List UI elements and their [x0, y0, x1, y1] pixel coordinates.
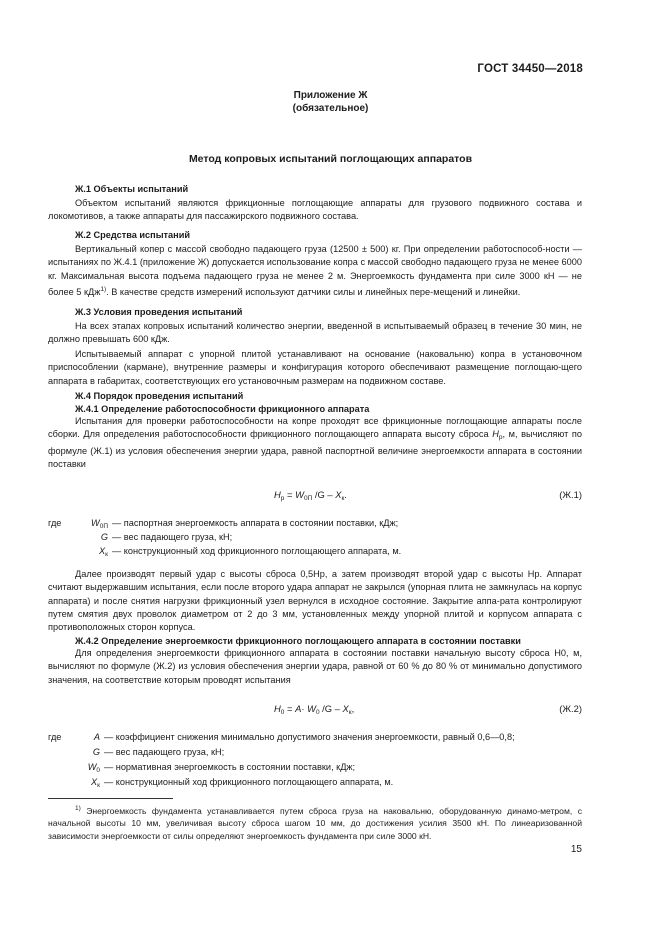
page-number: 15	[570, 844, 582, 855]
legend-symbol-letter: X	[99, 546, 106, 556]
legend-where-label: где	[48, 732, 62, 742]
subsection-4-2-paragraph-1: Для определения энергоемкости фрикционного аппарата в состоянии поставки начальную высоту сброса H0, м, вычисляют по формуле (Ж.2) из условия обеспечения энергии удара, равной от 60 % до 80 % от минимально допустимого значения, на соответствие которым проводят испытания	[48, 648, 582, 685]
standard-number: ГОСТ 34450—2018	[477, 63, 583, 75]
symbol-h-subscript: р	[498, 434, 503, 442]
formula-zh1-legend	[48, 517, 588, 562]
subsection-4-1-text-b: , м, вычисляют по формуле (Ж.1) из условия обеспечения энергии удара, равной паспортной величине энергоемкости аппарата в состоянии поставки	[48, 429, 582, 469]
legend-where-label: где	[48, 518, 62, 528]
subsection-heading-4-2: Ж.4.2 Определение энергоемкости фрикционного поглощающего аппарата в состоянии поставки	[75, 636, 521, 646]
formula-zh2-x-sub: к	[348, 709, 352, 716]
legend-symbol-letter: W	[91, 518, 100, 528]
formula-zh2-w-sub: 0	[315, 709, 320, 716]
formula-zh1-x-sub: к	[341, 495, 345, 502]
footnote-mark: 1)	[75, 805, 81, 812]
footnote-text: Энергоемкость фундамента устанавливается путем сброса груза на наковальню, оборудованную динамо-метром, с начальной высоты 10 мм, увеличивая высоту сброса шагом 10 мм, до достижения усилия 3500 кН. По линеаризованной зависимости энергоемкости от силы определяют энергоемкость фундамента при силе 3000 кН.	[48, 806, 582, 841]
subsection-4-1-paragraph-1	[48, 415, 582, 471]
section-2-text-b: . В качестве средств измерений используют датчики силы и линейных пере-мещений и линейки.	[106, 286, 521, 297]
formula-zh2-eq: =	[284, 703, 296, 714]
legend-symbol-letter: W	[87, 762, 97, 772]
legend-symbol-letter: X	[91, 777, 98, 787]
legend-text: — конструкционный ход фрикционного поглощающего аппарата, м.	[104, 777, 394, 787]
legend-text: — нормативная энергоемкость в состоянии поставки, кДж;	[104, 762, 356, 772]
section-1-paragraph: Объектом испытаний являются фрикционные поглощающие аппараты для грузового подвижного состава и локомотивов, а также аппараты для пассажирского подвижного состава.	[48, 198, 582, 222]
formula-zh2-expression	[274, 703, 354, 716]
formula-zh1-expression	[274, 489, 347, 502]
footnote	[48, 803, 582, 842]
section-heading-4: Ж.4 Порядок проведения испытаний	[75, 391, 244, 401]
footnote-reference: 1)	[100, 285, 107, 293]
formula-zh2-lhs-sub: 0	[280, 709, 285, 716]
appendix-title: Приложение Ж	[293, 90, 368, 101]
formula-zh2-end: ,	[351, 703, 355, 714]
subsection-4-1-paragraph-2: Далее производят первый удар с высоты сброса 0,5Hр, а затем производят второй удар с высоты Hр. Аппарат считают выдержавшим испытания, если после второго удара аппарат не закрылся (упорная плита не замкнулась на корпус аппарата) и после снятия нагрузки фрикционный узел вернулся в исходное состояние. Закрытие аппа-рата контролируют путем смятия двух проволок диаметром от 2 до 3 мм, установленных между упорной плитой и корпусом аппарата с противоположных сторон корпуса.	[48, 569, 582, 633]
formula-zh1-lhs-sub: р	[280, 495, 285, 502]
section-heading-1: Ж.1 Объекты испытаний	[75, 184, 189, 194]
formula-zh2-w: W	[307, 703, 316, 714]
legend-symbol	[66, 731, 100, 747]
formula-zh1-w-sub: 0П	[303, 495, 313, 502]
document-title: Метод копровых испытаний поглощающих аппаратов	[188, 153, 473, 165]
formula-zh2-x: X	[342, 703, 349, 714]
formula-zh1-lhs: H	[274, 489, 281, 500]
section-heading-2: Ж.2 Средства испытаний	[75, 230, 190, 240]
legend-symbol-sub: к	[105, 551, 108, 558]
formula-zh1-div: /G –	[312, 489, 336, 500]
legend-text: — конструкционный ход фрикционного поглощающего аппарата, м.	[112, 546, 402, 556]
subsection-4-1-text-a: Испытания для проверки работоспособности на копре проходят все фрикционные поглощающие аппараты после сборки. Для определения работоспособности фрикционного поглощающего аппарата высоту сброса	[48, 416, 582, 440]
formula-zh2-number: (Ж.2)	[559, 703, 582, 714]
section-3-paragraph-1: На всех этапах копровых испытаний количество энергии, введенной в испытываемый образец в течение 30 мин, не должно превышать 600 кДж.	[48, 321, 582, 345]
formula-zh1-eq: =	[284, 489, 296, 500]
formula-zh2-legend	[48, 731, 608, 791]
formula-zh1-number: (Ж.1)	[559, 489, 582, 500]
legend-symbol-sub: к	[97, 782, 100, 789]
formula-zh1-end: .	[344, 489, 347, 500]
section-heading-3: Ж.3 Условия проведения испытаний	[75, 307, 243, 317]
legend-symbol-letter: G	[92, 747, 100, 757]
legend-symbol-letter: A	[93, 732, 100, 742]
formula-zh2-lhs: H	[274, 703, 281, 714]
formula-zh1-w: W	[295, 489, 304, 500]
legend-text: — вес падающего груза, кН;	[104, 747, 225, 757]
symbol-h: H	[492, 429, 499, 440]
appendix-status: (обязательное)	[292, 103, 369, 114]
legend-text: — вес падающего груза, кН;	[112, 532, 233, 542]
legend-symbol-sub: 0П	[99, 523, 108, 530]
legend-symbol-letter: G	[100, 532, 108, 542]
subsection-heading-4-1: Ж.4.1 Определение работоспособности фрикционного аппарата	[75, 404, 370, 414]
legend-symbol	[66, 761, 100, 777]
formula-zh2-dot: ·	[301, 703, 308, 714]
formula-zh2-a: A	[295, 703, 302, 714]
section-2-paragraph	[48, 243, 582, 299]
formula-zh1-x: X	[335, 489, 342, 500]
legend-symbol	[66, 545, 108, 561]
formula-zh2-div: /G –	[319, 703, 343, 714]
footnote-separator	[48, 798, 173, 799]
section-2-text-a: Вертикальный копер с массой свободно падающего груза (12500 ± 500) кг. При определении работоспособ-ности — испытаниях по Ж.4.1 (приложение Ж) допускается использование копра с массой свободно падающего груза не менее 6000 кг. Максимальная высота подъема падающего груза не менее 2 м. Энергоемкость фундамента при силе 3000 кН — не более 5 кДж	[48, 244, 582, 297]
legend-text: — паспортная энергоемкость аппарата в состоянии поставки, кДж;	[112, 518, 399, 528]
legend-symbol	[66, 746, 100, 762]
section-3-paragraph-2: Испытываемый аппарат с упорной плитой устанавливают на основание (наковальню) копра в установочном приспособлении (кармане), внутренние размеры и конфигурация которого обеспечивают размещение поглощаю-щего аппарата в габаритах, соответствующих его установочным размерам на подвижном составе.	[48, 349, 582, 386]
legend-symbol-sub: 0	[96, 767, 100, 774]
legend-symbol	[66, 776, 100, 792]
legend-text: — коэффициент снижения минимально допустимого значения энергоемкости, равный 0,6—0,8;	[104, 732, 515, 742]
